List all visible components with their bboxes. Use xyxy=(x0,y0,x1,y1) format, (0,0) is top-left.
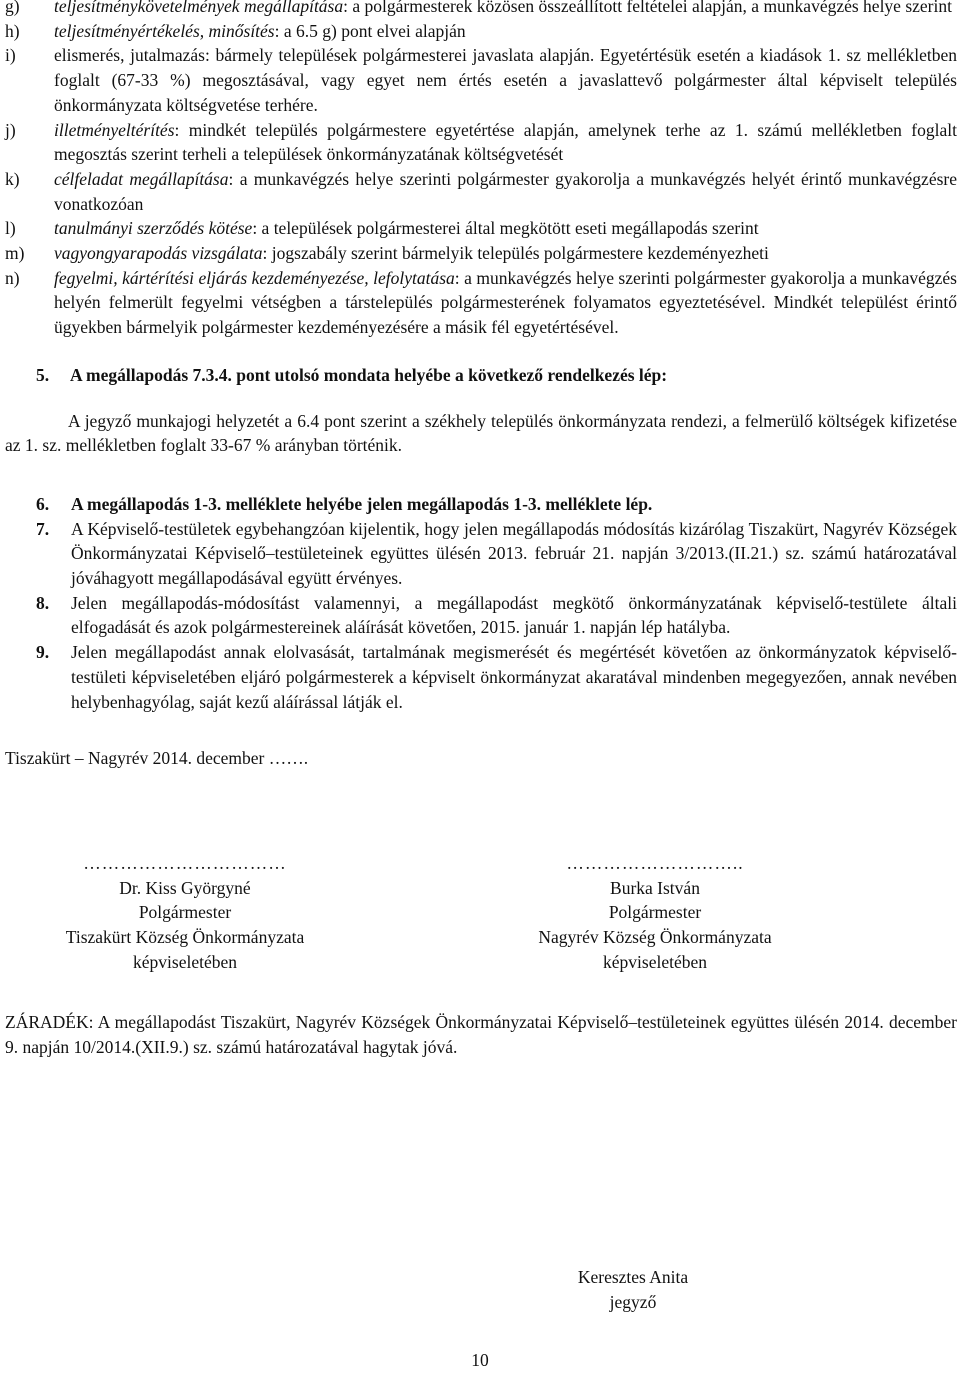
list-item-i xyxy=(5,43,957,117)
notary-role: jegyző xyxy=(609,1291,657,1312)
item-title: teljesítményértékelés, minősítés xyxy=(54,20,275,41)
signatory-name: Dr. Kiss Györgyné xyxy=(119,877,251,898)
section-text: A Képviselő-testületek egybehangzóan kijelentik, hogy jelen megállapodás módosítás kizárólag Tiszakürt, Nagyrév Községek Önkormányzatai Képviselő–testületeinek együttes ülésén 2013. február 21. napján 3/2013.(II.21.) sz. számú határozatával jóváhagyott megállapodásával együtt érvényes. xyxy=(71,518,957,589)
approval-clause: ZÁRADÉK: A megállapodást Tiszakürt, Nagyrév Községek Önkormányzatai Képviselő–testületeinek együttes ülésén 2014. december 9. napján 10/2014.(XII.9.) sz. számú határozatával hagytak jóvá. xyxy=(5,1011,957,1057)
signatory-organization: Tiszakürt Község Önkormányzata xyxy=(65,927,305,948)
item-title: illetményeltérítés xyxy=(54,119,175,140)
list-marker: g) xyxy=(5,0,20,16)
list-marker: i) xyxy=(5,45,16,66)
signatory-role: Polgármester xyxy=(608,902,702,923)
signature-line: ……………………….. xyxy=(566,852,744,873)
list-marker: j) xyxy=(5,119,16,140)
place-and-date: Tiszakürt – Nagyrév 2014. december ……. xyxy=(5,748,309,769)
section-heading-text: A megállapodás 7.3.4. pont utolsó mondata helyébe a következő rendelkezés lép: xyxy=(70,364,668,385)
list-item-n xyxy=(5,266,957,340)
list-item-m xyxy=(5,241,957,266)
section-number: 5. xyxy=(36,364,50,385)
document-page xyxy=(5,0,957,1059)
section-text: Jelen megállapodást annak elolvasását, tartalmának megismerését és megértését követően az önkormányzatok képviselő-testületi képviseletében eljáró polgármesterek a képviselt önkormányzat akaratával mindenben megegyezően, annak nevében helybenhagyólag, saját kezű aláírással látják el. xyxy=(71,642,957,712)
section-number: 9. xyxy=(36,642,50,663)
item-title: tanulmányi szerződés kötése xyxy=(54,218,253,239)
signatory-role: Polgármester xyxy=(138,902,232,923)
item-text: elismerés, jutalmazás: bármely települések polgármesterei javaslata alapján. Egyetértésük esetén a kiadások 1. sz mellékletben foglalt (67-33 %) megosztásával, vagy egyet nem értés esetén a javaslattevő polgármester által képviselt település önkormányzata költségvetése terhére. xyxy=(54,45,957,115)
item-text: : a 6.5 g) pont elvei alapján xyxy=(274,20,466,41)
list-item-j xyxy=(5,118,957,167)
signature-row xyxy=(5,851,957,986)
section-9 xyxy=(5,640,957,714)
notary-block xyxy=(573,1265,693,1314)
section-7 xyxy=(5,517,957,591)
section-5-heading xyxy=(5,363,957,388)
item-text: : a munkavégzés helye szerinti polgármester gyakorolja a munkavégzés helyén felmerült fegyelmi vétségben a társtelepülés polgármesterének folyamatos egyeztetésével. Mindkét települést érintő ügyekben bármelyik polgármester kezdeményezésére a másik fél egyetértésével. xyxy=(54,267,957,338)
section-6 xyxy=(5,492,957,517)
list-item-l xyxy=(5,216,957,241)
signature-block-left xyxy=(20,851,350,975)
list-marker: k) xyxy=(5,168,20,189)
section-8 xyxy=(5,591,957,640)
list-marker: n) xyxy=(5,267,20,288)
list-item-g xyxy=(5,0,957,19)
item-title: teljesítménykövetelmények megállapítása xyxy=(54,0,344,16)
section-number: 8. xyxy=(36,592,50,613)
item-title: célfeladat megállapítása xyxy=(54,168,229,189)
section-text: Jelen megállapodás-módosítást valamennyi, a megállapodást megkötő önkormányzatának képviselő-testülete általi elfogadását és azok polgármestereinek aláírását követően, 2015. január 1. napján lép hatályba. xyxy=(71,592,957,638)
item-text: : a munkavégzés helye szerinti polgármester gyakorolja a munkavégzés helyét érintő munkavégzésre vonatkozóan xyxy=(54,168,957,214)
signatory-organization: Nagyrév Község Önkormányzata xyxy=(538,927,772,948)
section-number: 7. xyxy=(36,518,50,539)
item-title: vagyongyarapodás vizsgálata xyxy=(54,243,263,264)
signature-line: …………………………… xyxy=(83,852,287,873)
signature-block-right xyxy=(490,851,820,975)
signatory-name: Burka István xyxy=(610,877,700,898)
page-number: 10 xyxy=(471,1350,489,1370)
list-marker: m) xyxy=(5,243,25,264)
signatory-capacity: képviseletében xyxy=(603,951,707,972)
item-text: : mindkét település polgármestere egyetértése alapján, amelynek terhe az 1. számú mellékletben foglalt megosztás szerint terheli a települések önkormányzatának költségvetését xyxy=(54,119,957,165)
item-text: : a polgármesterek közösen összeállított feltételei alapján, a munkavégzés helye szerint xyxy=(343,0,952,16)
section-number: 6. xyxy=(36,493,50,514)
section-5-paragraph: A jegyző munkajogi helyzetét a 6.4 pont szerint a székhely település önkormányzata rendezi, a felmerülő költségek kifizetése az 1. sz. mellékletben foglalt 33-67 % arányban történik. xyxy=(5,410,957,456)
notary-name: Keresztes Anita xyxy=(577,1267,689,1287)
item-text: : jogszabály szerint bármelyik település polgármestere kezdeményezheti xyxy=(262,243,769,264)
list-marker: h) xyxy=(5,20,20,41)
section-text: A megállapodás 1-3. melléklete helyébe jelen megállapodás 1-3. melléklete lép. xyxy=(71,493,653,514)
list-item-h xyxy=(5,19,957,44)
list-marker: l) xyxy=(5,218,16,239)
item-title: fegyelmi, kártérítési eljárás kezdeményezése, lefolytatása xyxy=(54,267,455,288)
list-item-k xyxy=(5,167,957,216)
signatory-capacity: képviseletében xyxy=(133,951,237,972)
item-text: : a települések polgármesterei által megkötött eseti megállapodás szerint xyxy=(252,218,759,239)
